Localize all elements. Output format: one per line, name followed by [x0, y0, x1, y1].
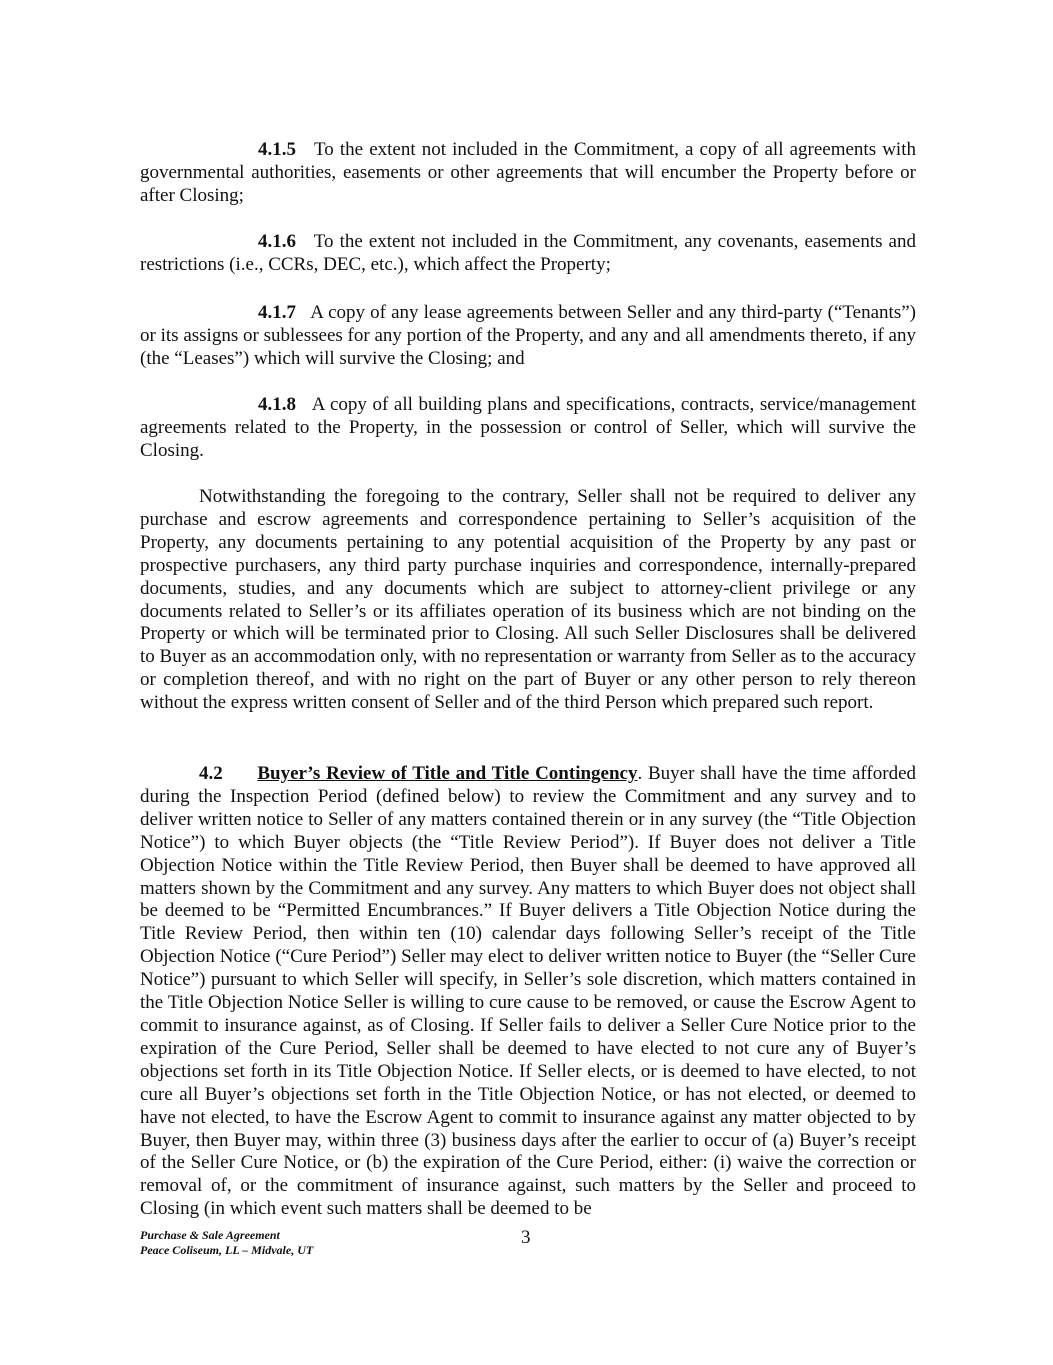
section-number: 4.2 [199, 763, 223, 784]
clause-text: To the extent not included in the Commitment, a copy of all agreements with governmental authorities, easements or other agreements that will encumber the Property before or after Closing; [140, 139, 916, 206]
footer-line-1: Purchase & Sale Agreement [140, 1228, 280, 1242]
clause-text: A copy of all building plans and specifications, contracts, service/management agreements related to the Property, in the possession or control of Seller, which will survive the Closing. [140, 394, 916, 461]
footer-line-2: Peace Coliseum, LL – Midvale, UT [140, 1243, 314, 1257]
clause-4-1-6 [140, 231, 916, 277]
clause-4-1-7 [140, 302, 916, 371]
clause-text: A copy of any lease agreements between Seller and any third-party (“Tenants”) or its assigns or sublessees for any portion of the Property, and any and all amendments thereto, if any (the “Leases”) which will survive the Closing; and [140, 302, 916, 369]
page-number: 3 [521, 1227, 531, 1248]
section-4-2 [140, 763, 916, 1221]
clause-4-1-8 [140, 394, 916, 463]
clause-number: 4.1.6 [258, 231, 296, 252]
clause-number: 4.1.7 [258, 302, 296, 323]
section-text: . Buyer shall have the time afforded during the Inspection Period (defined below) to review the Commitment and any survey and to deliver written notice to Seller of any matters contained therein or in any survey (the “Title Objection Notice”) to which Buyer objects (the “Title Review Period”). If Buyer does not deliver a Title Objection Notice within the Title Review Period, then Buyer shall be deemed to have approved all matters shown by the Commitment and any survey. Any matters to which Buyer does not object shall be deemed to be “Permitted Encumbrances.” If Buyer delivers a Title Objection Notice during the Title Review Period, then within ten (10) calendar days following Seller’s receipt of the Title Objection Notice (“Cure Period”) Seller may elect to deliver written notice to Buyer (the “Seller Cure Notice”) pursuant to which Seller will specify, in Seller’s sole discretion, which matters contained in the Title Objection Notice Seller is willing to cure cause to be removed, or cause the Escrow Agent to commit to insurance against, as of Closing. If Seller fails to deliver a Seller Cure Notice prior to the expiration of the Cure Period, Seller shall be deemed to have elected to not cure any of Buyer’s objections set forth in its Title Objection Notice. If Seller elects, or is deemed to have elected, to not cure all Buyer’s objections set forth in the Title Objection Notice, or has not elected, or deemed to have not elected, to have the Escrow Agent to commit to insurance against any matter objected to by Buyer, then Buyer may, within three (3) business days after the earlier to occur of (a) Buyer’s receipt of the Seller Cure Notice, or (b) the expiration of the Cure Period, either: (i) waive the correction or removal of, or the commitment of insurance against, such matters by the Seller and proceed to Closing (in which event such matters shall be deemed to be [140, 763, 917, 1220]
clause-number: 4.1.8 [258, 394, 296, 415]
clause-4-1-5 [140, 139, 916, 208]
notwithstanding-paragraph: Notwithstanding the foregoing to the contrary, Seller shall not be required to deliver any purchase and escrow agreements and correspondence pertaining to Seller’s acquisition of the Property, any documents pertaining to any potential acquisition of the Property by any past or prospective purchasers, any third party purchase inquiries and correspondence, internally-prepared documents, studies, and any documents which are subject to attorney-client privilege or any documents related to Seller’s or its affiliates operation of its business which are not binding on the Property or which will be terminated prior to Closing. All such Seller Disclosures shall be delivered to Buyer as an accommodation only, with no representation or warranty from Seller as to the accuracy or completion thereof, and with no right on the part of Buyer or any other person to rely thereon without the express written consent of Seller and of the third Person which prepared such report. [140, 486, 916, 714]
footer-document-title [140, 1228, 313, 1258]
clause-number: 4.1.5 [258, 139, 296, 160]
clause-text: To the extent not included in the Commitment, any covenants, easements and restrictions (i.e., CCRs, DEC, etc.), which affect the Property; [140, 231, 916, 275]
section-heading: Buyer’s Review of Title and Title Contingency [257, 763, 638, 784]
